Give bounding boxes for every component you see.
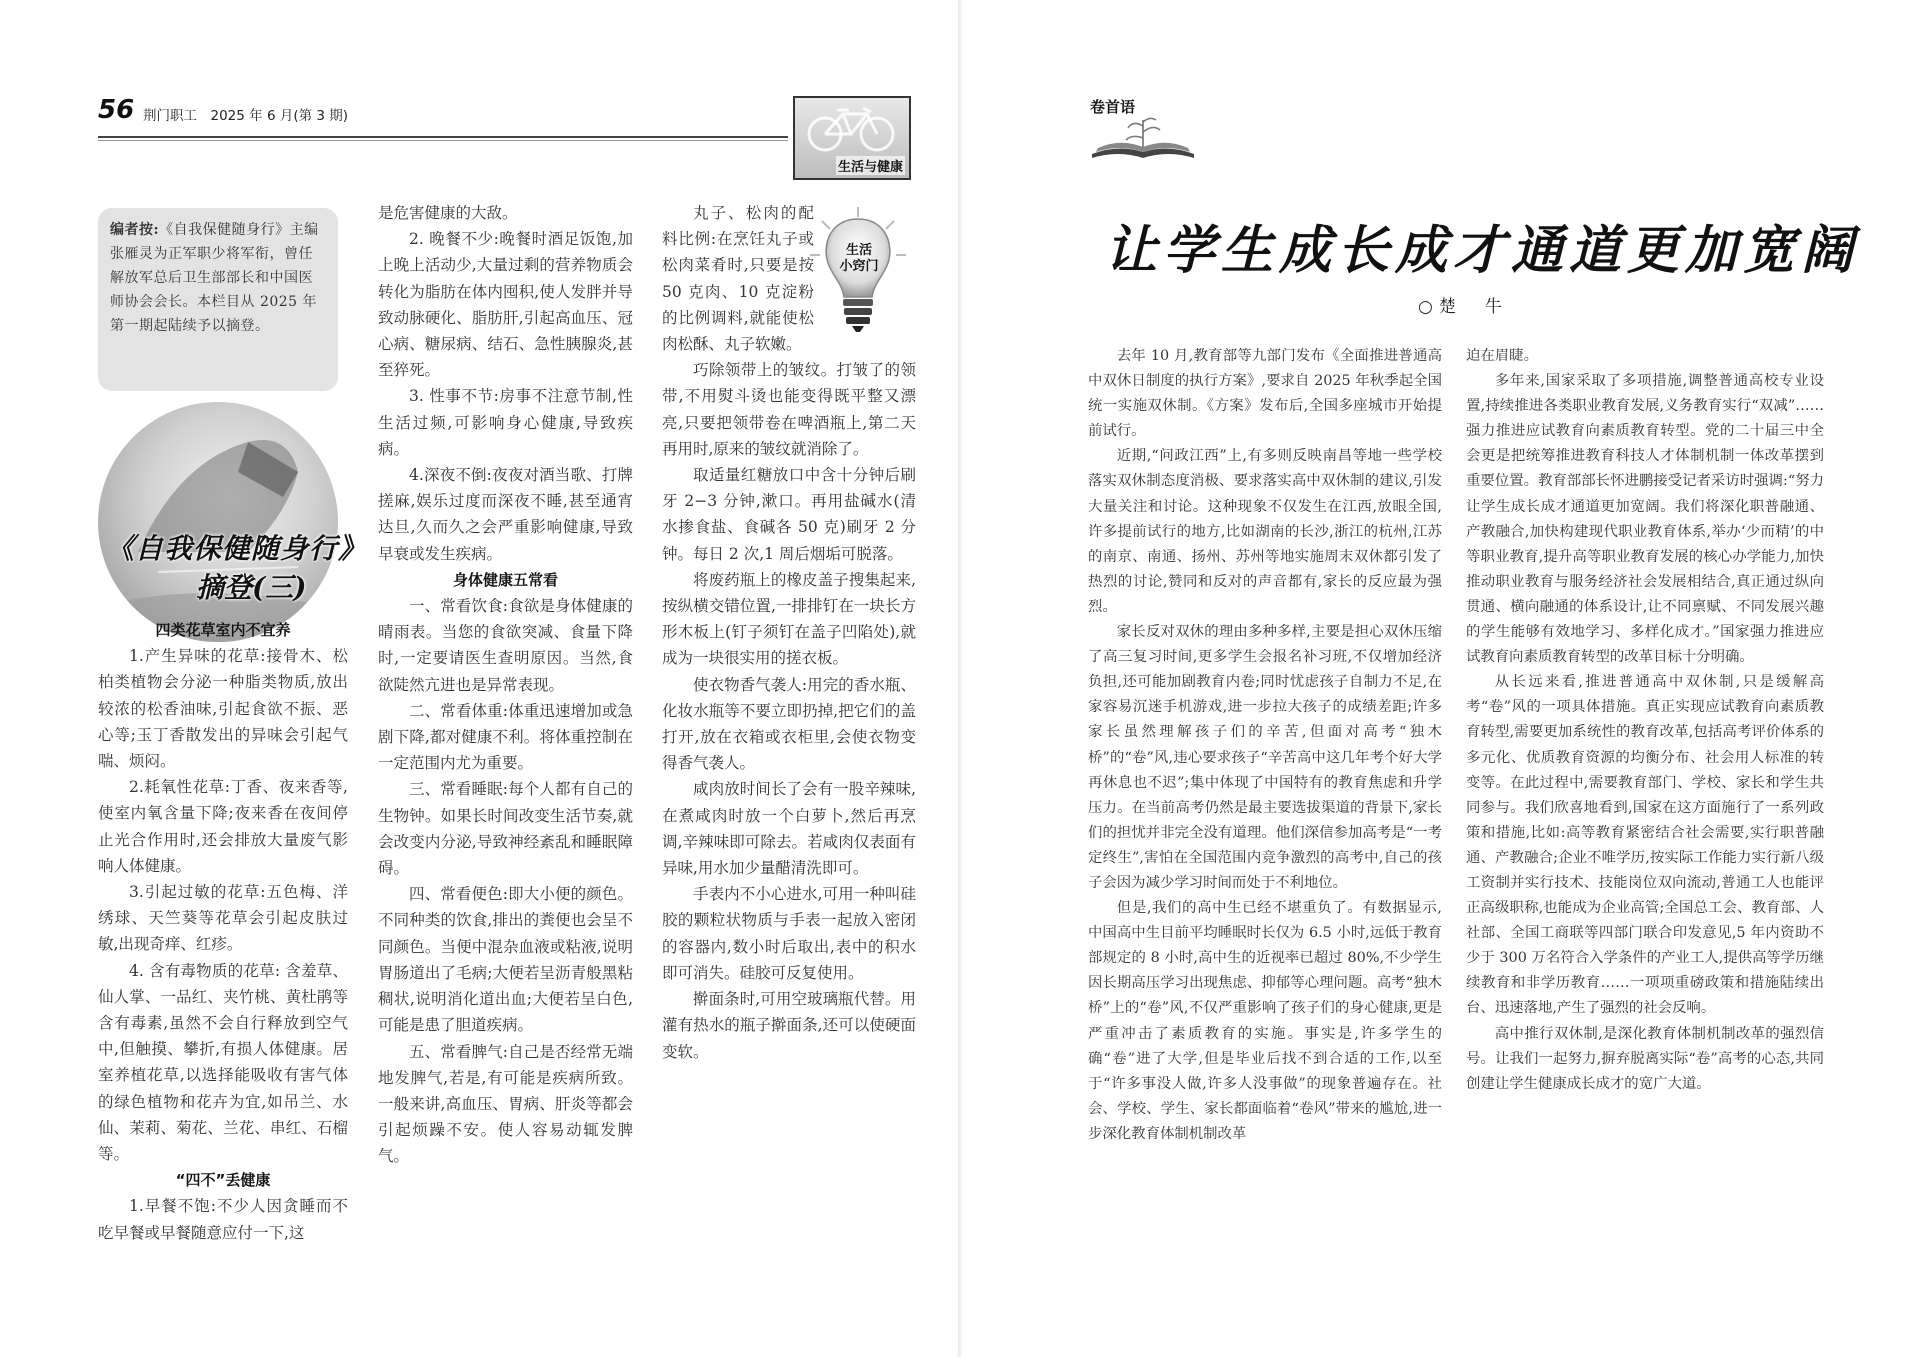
life-tips-badge [808, 205, 908, 333]
editor-note-text: 《自我保健随身行》主编张雁灵为正军职少将军衔，曾任解放军总后卫生部部长和中国医师协会会长。本栏目从 2025 年第一期起陆续予以摘登。 [110, 222, 319, 334]
paragraph: 巧除领带上的皱纹。打皱了的领带,不用熨斗烫也能变得既平整又漂亮,只要把领带卷在啤酒瓶上,第二天再用时,原来的皱纹就消除了。 [662, 361, 916, 458]
article-author: ○楚 牛 [1418, 297, 1508, 317]
paragraph: 多年来,国家采取了多项措施,调整普通高校专业设置,持续推进各类职业教育发展,义务教育实行“双减”……强力推进应试教育向素质教育转型。党的二十届三中全会更是把统筹推进教育科技人才体制机制一体改革摆到重要位置。教育部部长怀进鹏接受记者采访时强调:“努力让学生成长成才通道更加宽阔。我们将深化职普融通、产教融合,加快构建现代职业教育体系,举办‘少而精’的中等职业教育,提升高等职业教育发展的核心办学能力,加快推动职业教育与服务经济社会发展相结合,真正通过纵向贯通、横向融通的体系设计,让不同禀赋、不同发展兴趣的学生能够有效地学习、多样化成才。”国家强力推进应试教育向素质教育转型的改革目标十分明确。 [1466, 373, 1824, 666]
paragraph: 丸子、松肉的配料比例:在烹饪丸子或松肉菜肴时,只要是按 50 克肉、10 克淀粉的比例调料,就能使松肉松酥、丸子软嫩。 [662, 204, 814, 354]
left-column-2 [378, 200, 633, 1257]
paragraph: 使衣物香气袭人:用完的香水瓶、化妆水瓶等不要立即扔掉,把它们的盖打开,放在衣箱或衣柜里,会使衣物变得香气袭人。 [662, 675, 916, 773]
right-column-1 [1088, 344, 1442, 1262]
paragraph: 近期,“问政江西”上,有多则反映南昌等地一些学校落实双休制态度消极、要求落实高中双休制的建议,引发大量关注和讨论。这种现象不仅发生在江西,放眼全国,许多提前试行的地方,比如湖南的长沙,浙江的杭州,江苏的南京、南通、扬州、苏州等地实施周末双休都引发了热烈的讨论,赞同和反对的声音都有,家长的反应最为强烈。 [1088, 448, 1442, 615]
paragraph: 2. 晚餐不少:晚餐时酒足饭饱,加上晚上活动少,大量过剩的营养物质会转化为脂肪在体内囤积,使人发胖并导致动脉硬化、脂肪肝,引起高血压、冠心病、糖尿病、结石、急性胰腺炎,甚至猝死。 [378, 230, 633, 380]
paragraph: 1.早餐不饱:不少人因贪睡而不吃早餐或早餐随意应付一下,这 [98, 1197, 348, 1242]
paragraph: 2.耗氧性花草:丁香、夜来香等,使室内氧含量下降;夜来香在夜间停止光合作用时,还会排放大量废气影响人体健康。 [98, 778, 348, 875]
article-title: 让学生成长成才通道更加宽阔 [1105, 220, 1860, 281]
paragraph: 手表内不小心进水,可用一种叫硅胶的颗粒状物质与手表一起放入密闭的容器内,数小时后取出,表中的积水即可消失。硅胶可反复使用。 [662, 885, 916, 982]
life-tips-label-top: 生活 [845, 243, 872, 258]
header-rule [98, 136, 788, 138]
paragraph: 五、常看脾气:自己是否经常无端地发脾气,若是,有可能是疾病所致。一般来讲,高血压、胃病、肝炎等都会引起烦躁不安。使人容易动辄发脾气。 [378, 1042, 633, 1166]
paragraph: 去年 10 月,教育部等九部门发布《全面推进普通高中双休日制度的执行方案》,要求自 2025 年秋季起全国统一实施双休制。《方案》发布后,全国多座城市开始提前试行。 [1088, 348, 1442, 440]
paragraph: 从长远来看,推进普通高中双休制,只是缓解高考“卷”风的一项具体措施。真正实现应试教育向素质教育转型,需要更加系统性的教育改革,包括高考评价体系的多元化、优质教育资源的均衡分布、社会用人标准的转变等。在此过程中,需要教育部门、学校、家长和学生共同参与。我们欣喜地看到,国家在这方面施行了一系列政策和措施,比如:高等教育紧密结合社会需要,实行职普融通、产教融合;企业不唯学历,按实际工作能力实行新八级工资制并实行技术、技能岗位双向流动,普通工人也能评正高级职称,也能成为企业高管;全国总工会、教育部、人社部、全国工商联等四部门联合印发意见,5 年内资助不少于 300 万名符合入学条件的产业工人,提供高等学历继续教育和非学历教育……一项项重磅政策和措施陆续出台、迅速落地,产生了强烈的社会反响。 [1466, 674, 1824, 1017]
running-shoe-illustration [98, 402, 338, 642]
header-rule-thin [98, 140, 788, 141]
paragraph: 擀面条时,可用空玻璃瓶代替。用灌有热水的瓶子擀面条,还可以使硬面变软。 [662, 990, 916, 1061]
bicycle-icon [797, 100, 909, 160]
paragraph: 是危害健康的大敌。 [378, 204, 518, 222]
paragraph: 家长反对双休的理由多种多样,主要是担心双休压缩了高三复习时间,更多学生会报名补习班,不仅增加经济负担,还可能加剧教育内卷;同时忧虑孩子自制力不足,在家容易沉迷手机游戏,进一步拉大孩子的成绩差距;许多家长虽然理解孩子们的辛苦,但面对高考“独木桥”的“卷”风,违心要求孩子“辛苦高中这几年考个好大学再休息也不迟”;集中体现了中国特有的教育焦虑和升学压力。在当前高考仍然是最主要选拔渠道的背景下,家长们的担忧并非完全没有道理。他们深信参加高考是“一考定终生”,害怕在全国范围内竞争激烈的高考中,自己的孩子会因为减少学习时间而处于不利地位。 [1088, 624, 1442, 891]
paragraph: 4.深夜不倒:夜夜对酒当歌、打牌搓麻,娱乐过度而深夜不睡,甚至通宵达旦,久而久之会严重影响健康,导致早衰或发生疾病。 [378, 466, 633, 563]
running-header: 荆门职工 2025 年 6 月(第 3 期) [143, 108, 349, 124]
left-column-1 [98, 617, 348, 1257]
open-book-icon [1088, 114, 1198, 160]
paragraph: 迫在眉睫。 [1466, 348, 1538, 364]
page-number: 56 [98, 95, 135, 125]
right-column-2 [1466, 344, 1824, 1262]
paragraph: 二、常看体重:体重迅速增加或急剧下降,都对健康不利。将体重控制在一定范围内尤为重要。 [378, 701, 633, 773]
paragraph: 但是,我们的高中生已经不堪重负了。有数据显示,中国高中生目前平均睡眠时长仅为 6.5 小时,远低于教育部规定的 8 小时,高中生的近视率已超过 80%,不少学生因长期高压学习出现焦虑、抑郁等心理问题。高考“独木桥”上的“卷”风,不仅严重影响了孩子们的身心健康,更是严重冲击了素质教育的实施。事实是,许多学生的确“卷”进了大学,但是毕业后找不到合适的工作,以至于“许多事没人做,许多人没事做”的现象普遍存在。社会、学校、学生、家长都面临着“卷风”带来的尴尬,进一步深化教育体制机制改革 [1088, 900, 1442, 1142]
feature-title-line2: 摘登(三) [196, 571, 307, 604]
paragraph: 1.产生异味的花草:接骨木、松柏类植物会分泌一种脂类物质,放出较浓的松香油味,引起食欲不振、恶心等;玉丁香散发出的异味会引起气喘、烦闷。 [98, 647, 348, 771]
feature-title-line1: 《自我保健随身行》 [106, 532, 368, 565]
section-badge-label: 生活与健康 [836, 156, 905, 175]
section-badge [793, 96, 911, 180]
life-tips-label-bottom: 小窍门 [839, 259, 879, 274]
shoe-icon [98, 402, 338, 642]
paragraph: 一、常看饮食:食欲是身体健康的晴雨表。当您的食欲突减、食量下降时,一定要请医生查明原因。当然,食欲陡然亢进也是异常表现。 [378, 597, 633, 694]
paragraph: 4. 含有毒物质的花草: 含羞草、仙人掌、一品红、夹竹桃、黄杜鹃等含有毒素,虽然不会自行释放到空气中,但触摸、攀折,有损人体健康。居室养植花草,以选择能吸收有害气体的绿色植物和花卉为宜,如吊兰、水仙、茉莉、菊花、兰花、串红、石榴等。 [98, 961, 348, 1164]
life-tips-label [835, 243, 883, 275]
paragraph: 3.引起过敏的花草:五色梅、洋绣球、天竺葵等花草会引起皮肤过敏,出现奇痒、红疹。 [98, 883, 348, 954]
paragraph: 高中推行双休制,是深化教育体制机制改革的强烈信号。让我们一起努力,摒弃脱离实际“卷”高考的心态,共同创建让学生健康成长成才的宽广大道。 [1466, 1025, 1824, 1092]
subheading: “四不”丢健康 [175, 1171, 271, 1190]
paragraph: 取适量红糖放口中含十分钟后刷牙 2−3 分钟,漱口。再用盐碱水(清水掺食盐、食碱各 50 克)刷牙 2 分钟。每日 2 次,1 周后烟垢可脱落。 [662, 466, 916, 563]
editor-note [98, 208, 338, 391]
paragraph: 3. 性事不节:房事不注意节制,性生活过频,可影响身心健康,导致疾病。 [378, 387, 633, 458]
paragraph: 三、常看睡眠:每个人都有自己的生物钟。如果长时间改变生活节奏,就会改变内分泌,导致神经紊乱和睡眠障碍。 [378, 780, 633, 878]
subheading: 身体健康五常看 [452, 570, 558, 589]
paragraph: 咸肉放时间长了会有一股辛辣味,在煮咸肉时放一个白萝卜,然后再烹调,辛辣味即可除去。若咸肉仅表面有异味,用水加少量醋清洗即可。 [662, 780, 916, 878]
left-column-3 [662, 200, 916, 1257]
subheading: 四类花草室内不宜养 [155, 621, 291, 639]
paragraph: 四、常看便色:即大小便的颜色。不同种类的饮食,排出的粪便也会呈不同颜色。当便中混杂血液或粘液,说明胃肠道出了毛病;大便若呈沥青般黑粘稠状,说明消化道出血;大便若呈白色,可能是患了胆道疾病。 [378, 885, 633, 1035]
paragraph: 将废药瓶上的橡皮盖子搜集起来,按纵横交错位置,一排排钉在一块长方形木板上(钉子须钉在盖子凹陷处),就成为一块很实用的搓衣板。 [662, 570, 916, 668]
editor-note-label: 编者按: [110, 222, 160, 238]
section-label: 卷首语 [1090, 98, 1136, 116]
page-gutter [958, 0, 962, 1357]
